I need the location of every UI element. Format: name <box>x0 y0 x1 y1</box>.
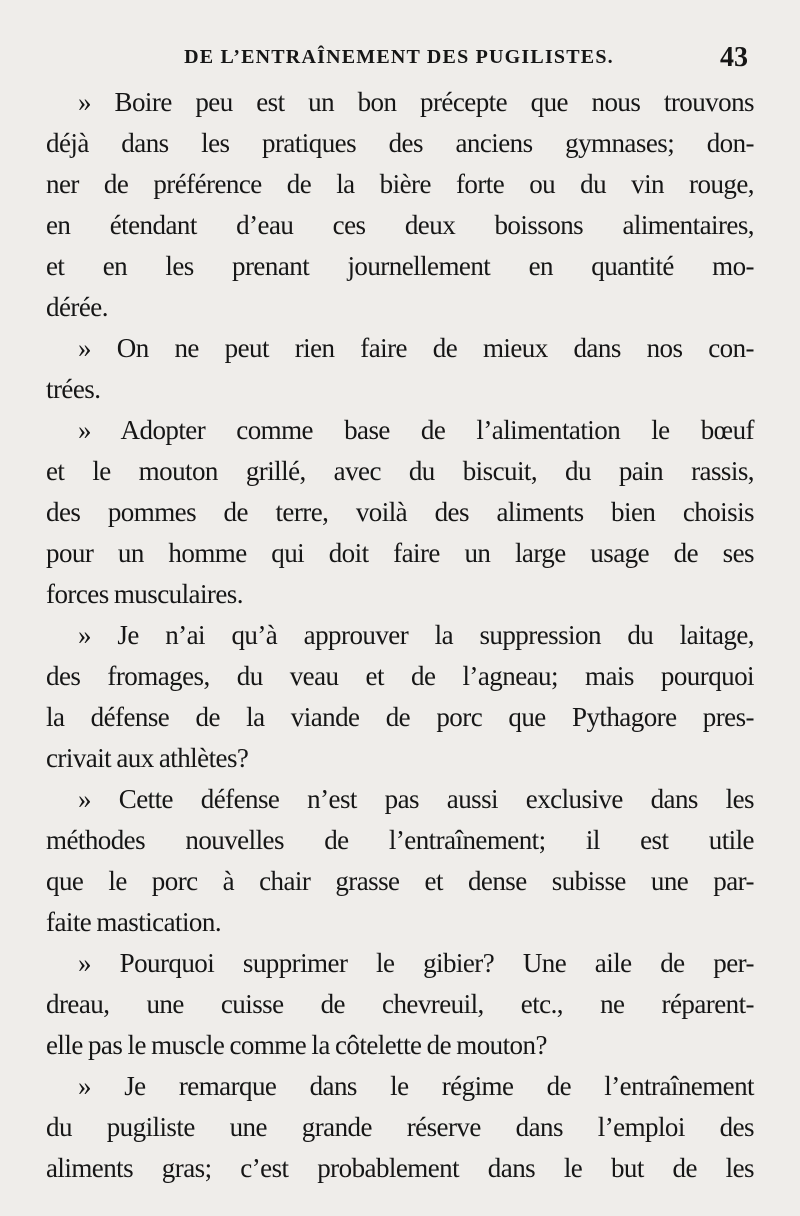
text-line: » Adopter comme base de l’alimentation le bœuf <box>78 415 754 445</box>
text-line: ner de préférence de la bière forte ou du vin rouge, <box>46 169 754 199</box>
text-line: pour un homme qui doit faire un large usage de ses <box>46 538 754 568</box>
text-line: trées. <box>46 374 101 404</box>
text-line: et en les prenant journellement en quantité mo- <box>46 251 754 281</box>
text-line: aliments gras; c’est probablement dans le but de les <box>46 1153 754 1183</box>
text-line: déjà dans les pratiques des anciens gymnases; don- <box>46 128 754 158</box>
text-line: dérée. <box>46 292 108 322</box>
running-head <box>46 44 752 76</box>
paragraph <box>46 615 754 779</box>
page-number: 43 <box>720 42 748 73</box>
text-line: » Pourquoi supprimer le gibier? Une aile de per- <box>78 948 754 978</box>
text-line: la défense de la viande de porc que Pythagore pres- <box>46 702 754 732</box>
text-line: en étendant d’eau ces deux boissons alimentaires, <box>46 210 754 240</box>
text-line: forces musculaires. <box>46 579 243 609</box>
body-text <box>46 82 754 1189</box>
text-line: faite mastication. <box>46 907 222 937</box>
text-line: des pommes de terre, voilà des aliments bien choisis <box>46 497 754 527</box>
text-line: » Je n’ai qu’à approuver la suppression du laitage, <box>78 620 754 650</box>
text-line: elle pas le muscle comme la côtelette de mouton? <box>46 1030 547 1060</box>
paragraph <box>46 1066 754 1189</box>
text-line: » Boire peu est un bon précepte que nous trouvons <box>78 87 754 117</box>
text-line: dreau, une cuisse de chevreuil, etc., ne réparent- <box>46 989 754 1019</box>
text-line: » On ne peut rien faire de mieux dans nos con- <box>78 333 754 363</box>
paragraph <box>46 410 754 615</box>
text-line: du pugiliste une grande réserve dans l’emploi des <box>46 1112 754 1142</box>
running-title: DE L’ENTRAÎNEMENT DES PUGILISTES. <box>184 46 614 68</box>
text-line: » Je remarque dans le régime de l’entraînement <box>78 1071 754 1101</box>
paragraph <box>46 82 754 328</box>
text-line: que le porc à chair grasse et dense subisse une par- <box>46 866 754 896</box>
paragraph <box>46 943 754 1066</box>
paragraph <box>46 779 754 943</box>
text-line: et le mouton grillé, avec du biscuit, du pain rassis, <box>46 456 754 486</box>
text-line: crivait aux athlètes? <box>46 743 249 773</box>
text-line: » Cette défense n’est pas aussi exclusive dans les <box>78 784 754 814</box>
text-line: méthodes nouvelles de l’entraînement; il est utile <box>46 825 754 855</box>
paragraph <box>46 328 754 410</box>
text-line: des fromages, du veau et de l’agneau; mais pourquoi <box>46 661 754 691</box>
